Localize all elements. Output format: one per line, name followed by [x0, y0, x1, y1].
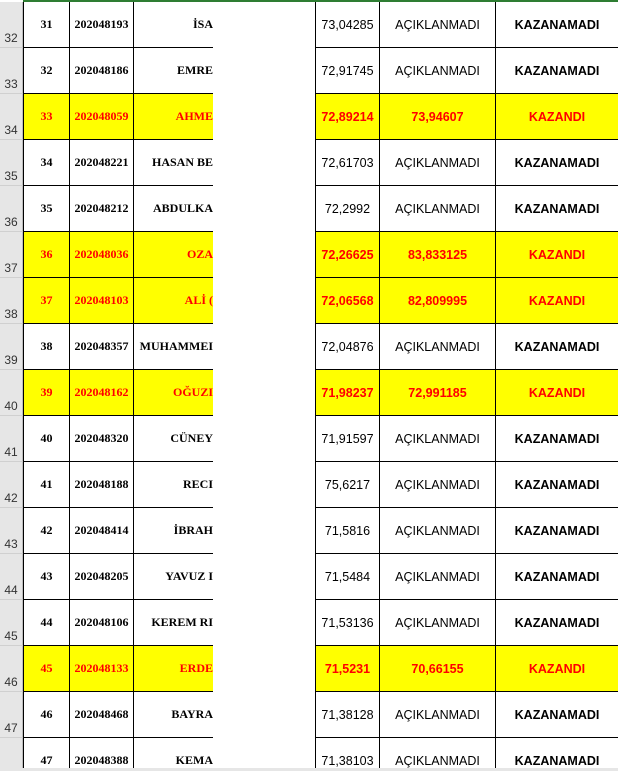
score-cell[interactable]: 72,04876: [315, 324, 380, 370]
rank-cell[interactable]: 32: [23, 48, 70, 94]
result-cell[interactable]: KAZANDI: [496, 94, 618, 140]
rank-cell[interactable]: 36: [23, 232, 70, 278]
score-cell[interactable]: 71,53136: [315, 600, 380, 646]
rank-cell[interactable]: 34: [23, 140, 70, 186]
row-header[interactable]: 43: [0, 508, 23, 554]
result-cell[interactable]: KAZANAMADI: [496, 738, 618, 771]
name-cell[interactable]: MUHAMMEI: [134, 324, 213, 370]
student-id-cell[interactable]: 202048388: [70, 738, 134, 771]
second-score-cell[interactable]: 83,833125: [380, 232, 496, 278]
name-cell[interactable]: BAYRA: [134, 692, 213, 738]
student-id-cell[interactable]: 202048193: [70, 2, 134, 48]
rank-cell[interactable]: 35: [23, 186, 70, 232]
hidden-columns-gap: [213, 0, 315, 771]
name-cell[interactable]: HASAN BE: [134, 140, 213, 186]
score-cell[interactable]: 72,61703: [315, 140, 380, 186]
score-cell[interactable]: 71,91597: [315, 416, 380, 462]
name-cell[interactable]: CÜNEY: [134, 416, 213, 462]
row-header[interactable]: 41: [0, 416, 23, 462]
score-cell[interactable]: 72,89214: [315, 94, 380, 140]
score-cell[interactable]: 71,38103: [315, 738, 380, 771]
name-cell[interactable]: OZA: [134, 232, 213, 278]
row-header[interactable]: 40: [0, 370, 23, 416]
student-id-cell[interactable]: 202048320: [70, 416, 134, 462]
student-id-cell[interactable]: 202048162: [70, 370, 134, 416]
student-id-cell[interactable]: 202048414: [70, 508, 134, 554]
rank-cell[interactable]: 33: [23, 94, 70, 140]
second-score-cell[interactable]: 72,991185: [380, 370, 496, 416]
result-cell[interactable]: KAZANDI: [496, 646, 618, 692]
score-cell[interactable]: 72,26625: [315, 232, 380, 278]
rank-cell[interactable]: 44: [23, 600, 70, 646]
score-cell[interactable]: 71,38128: [315, 692, 380, 738]
rank-cell[interactable]: 47: [23, 738, 70, 771]
student-id-cell[interactable]: 202048103: [70, 278, 134, 324]
student-id-cell[interactable]: 202048059: [70, 94, 134, 140]
row-header[interactable]: 34: [0, 94, 23, 140]
rank-cell[interactable]: 41: [23, 462, 70, 508]
row-header[interactable]: 47: [0, 692, 23, 738]
name-cell[interactable]: İSA: [134, 2, 213, 48]
result-cell[interactable]: KAZANAMADI: [496, 48, 618, 94]
second-score-cell[interactable]: AÇIKLANMADI: [380, 462, 496, 508]
row-header[interactable]: 35: [0, 140, 23, 186]
second-score-cell[interactable]: AÇIKLANMADI: [380, 186, 496, 232]
row-header[interactable]: 36: [0, 186, 23, 232]
rank-cell[interactable]: 46: [23, 692, 70, 738]
score-cell[interactable]: 72,91745: [315, 48, 380, 94]
student-id-cell[interactable]: 202048188: [70, 462, 134, 508]
student-id-cell[interactable]: 202048186: [70, 48, 134, 94]
result-cell[interactable]: KAZANDI: [496, 370, 618, 416]
second-score-cell[interactable]: AÇIKLANMADI: [380, 600, 496, 646]
rank-cell[interactable]: 39: [23, 370, 70, 416]
second-score-cell[interactable]: 73,94607: [380, 94, 496, 140]
second-score-cell[interactable]: 70,66155: [380, 646, 496, 692]
second-score-cell[interactable]: AÇIKLANMADI: [380, 692, 496, 738]
second-score-cell[interactable]: AÇIKLANMADI: [380, 738, 496, 771]
second-score-cell[interactable]: AÇIKLANMADI: [380, 508, 496, 554]
row-header[interactable]: 45: [0, 600, 23, 646]
row-header[interactable]: 39: [0, 324, 23, 370]
rank-cell[interactable]: 43: [23, 554, 70, 600]
result-cell[interactable]: KAZANDI: [496, 232, 618, 278]
student-id-cell[interactable]: 202048357: [70, 324, 134, 370]
row-header[interactable]: 37: [0, 232, 23, 278]
result-cell[interactable]: KAZANAMADI: [496, 324, 618, 370]
result-cell[interactable]: KAZANAMADI: [496, 140, 618, 186]
name-cell[interactable]: OĞUZI: [134, 370, 213, 416]
result-cell[interactable]: KAZANAMADI: [496, 554, 618, 600]
row-header[interactable]: 44: [0, 554, 23, 600]
score-cell[interactable]: 72,06568: [315, 278, 380, 324]
rank-cell[interactable]: 31: [23, 2, 70, 48]
row-header[interactable]: 32: [0, 2, 23, 48]
result-cell[interactable]: KAZANAMADI: [496, 416, 618, 462]
name-cell[interactable]: İBRAH: [134, 508, 213, 554]
name-cell[interactable]: ABDULKA: [134, 186, 213, 232]
rank-cell[interactable]: 40: [23, 416, 70, 462]
result-cell[interactable]: KAZANDI: [496, 278, 618, 324]
result-cell[interactable]: KAZANAMADI: [496, 692, 618, 738]
student-id-cell[interactable]: 202048106: [70, 600, 134, 646]
student-id-cell[interactable]: 202048468: [70, 692, 134, 738]
row-header[interactable]: 42: [0, 462, 23, 508]
second-score-cell[interactable]: AÇIKLANMADI: [380, 140, 496, 186]
name-cell[interactable]: ERDE: [134, 646, 213, 692]
score-cell[interactable]: 71,5816: [315, 508, 380, 554]
second-score-cell[interactable]: AÇIKLANMADI: [380, 554, 496, 600]
score-cell[interactable]: 73,04285: [315, 2, 380, 48]
result-cell[interactable]: KAZANAMADI: [496, 508, 618, 554]
rank-cell[interactable]: 37: [23, 278, 70, 324]
rank-cell[interactable]: 38: [23, 324, 70, 370]
name-cell[interactable]: EMRE: [134, 48, 213, 94]
second-score-cell[interactable]: 82,809995: [380, 278, 496, 324]
student-id-cell[interactable]: 202048036: [70, 232, 134, 278]
name-cell[interactable]: ALİ (: [134, 278, 213, 324]
student-id-cell[interactable]: 202048205: [70, 554, 134, 600]
row-header[interactable]: [0, 738, 23, 771]
row-header[interactable]: 33: [0, 48, 23, 94]
result-cell[interactable]: KAZANAMADI: [496, 186, 618, 232]
row-header[interactable]: 38: [0, 278, 23, 324]
name-cell[interactable]: YAVUZ I: [134, 554, 213, 600]
second-score-cell[interactable]: AÇIKLANMADI: [380, 416, 496, 462]
second-score-cell[interactable]: AÇIKLANMADI: [380, 324, 496, 370]
student-id-cell[interactable]: 202048212: [70, 186, 134, 232]
student-id-cell[interactable]: 202048221: [70, 140, 134, 186]
score-cell[interactable]: 72,2992: [315, 186, 380, 232]
second-score-cell[interactable]: AÇIKLANMADI: [380, 2, 496, 48]
score-cell[interactable]: 75,6217: [315, 462, 380, 508]
result-cell[interactable]: KAZANAMADI: [496, 2, 618, 48]
selection-border: [23, 0, 618, 2]
student-id-cell[interactable]: 202048133: [70, 646, 134, 692]
row-header[interactable]: 46: [0, 646, 23, 692]
name-cell[interactable]: RECI: [134, 462, 213, 508]
name-cell[interactable]: AHME: [134, 94, 213, 140]
score-cell[interactable]: 71,5231: [315, 646, 380, 692]
result-cell[interactable]: KAZANAMADI: [496, 600, 618, 646]
second-score-cell[interactable]: AÇIKLANMADI: [380, 48, 496, 94]
score-cell[interactable]: 71,5484: [315, 554, 380, 600]
result-cell[interactable]: KAZANAMADI: [496, 462, 618, 508]
rank-cell[interactable]: 45: [23, 646, 70, 692]
score-cell[interactable]: 71,98237: [315, 370, 380, 416]
name-cell[interactable]: KEREM RI: [134, 600, 213, 646]
rank-cell[interactable]: 42: [23, 508, 70, 554]
name-cell[interactable]: KEMA: [134, 738, 213, 771]
